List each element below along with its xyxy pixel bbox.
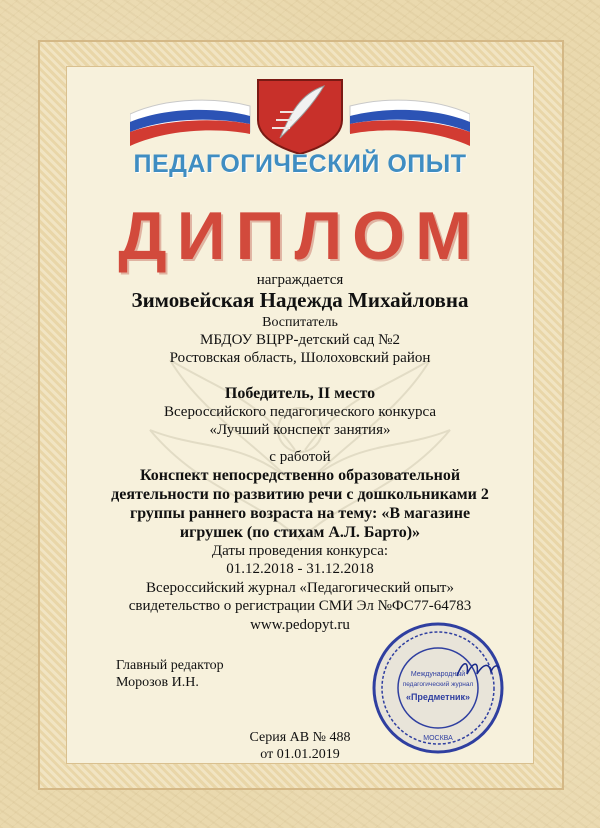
work-title: Конспект непосредственно образовательной деятельности по развитию речи с дошкольниками 2 группы раннего возраста на тему: «В магазине игрушек (по стихам А.Л. Барто)» [111,467,489,541]
recipient-region: Ростовская область, Шолоховский район [169,350,431,366]
brand-name: ПЕДАГОГИЧЕСКИЙ ОПЫТ [133,150,467,178]
contest-name: «Лучший конспект занятия» [209,422,391,438]
signature-icon [455,656,501,682]
editor-role: Главный редактор [116,658,224,673]
seal-line1: Международный [410,671,466,678]
page-title: ДИПЛОМ [118,198,482,274]
seal-city: МОСКВА [423,735,453,742]
recipient-organization: МБДОУ ВЦРР-детский сад №2 [200,332,400,348]
contest-label: Всероссийского педагогического конкурса [163,404,437,420]
awarded-label: награждается [256,272,344,288]
recipient-position: Воспитатель [262,315,338,330]
series-date: от 01.01.2019 [260,747,340,762]
seal-brand: «Предметник» [405,692,471,702]
journal-site: www.pedopyt.ru [250,617,350,633]
award-place: Победитель, II место [224,385,376,402]
editor-name: Морозов И.Н. [116,675,199,690]
dates-label: Даты проведения конкурса: [211,543,389,559]
dates-range: 01.12.2018 - 31.12.2018 [226,561,374,577]
work-label: с работой [269,449,331,465]
seal-line2: педагогический журнал [402,681,474,688]
series-number: Серия АВ № 488 [249,730,351,745]
emblem-flag-icon [130,76,470,154]
recipient-name: Зимовейская Надежда Михайловна [131,288,469,312]
journal-registration: свидетельство о регистрации СМИ Эл №ФС77-64783 [128,598,472,614]
journal-name: Всероссийский журнал «Педагогический опыт» [146,580,454,596]
